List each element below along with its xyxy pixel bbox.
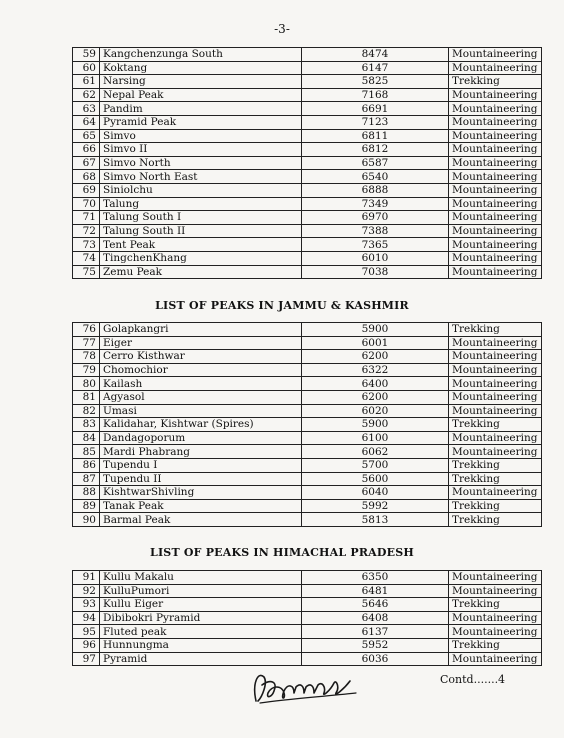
table-row [73, 598, 542, 612]
peak-height: 5646 [302, 598, 449, 612]
activity-type: Mountaineering [449, 88, 542, 102]
row-number: 79 [73, 363, 100, 377]
peak-name: Narsing [100, 75, 302, 89]
peak-height: 6587 [302, 156, 449, 170]
peak-height: 6036 [302, 652, 449, 666]
row-number: 93 [73, 598, 100, 612]
table-row [73, 431, 542, 445]
table-row [73, 183, 542, 197]
peak-name: Pyramid [100, 652, 302, 666]
row-number: 85 [73, 445, 100, 459]
peak-height: 5825 [302, 75, 449, 89]
activity-type: Mountaineering [449, 350, 542, 364]
peak-height: 6888 [302, 183, 449, 197]
table-row [73, 48, 542, 62]
table-body [73, 571, 542, 666]
section-heading-jammu-kashmir: LIST OF PEAKS IN JAMMU & KASHMIR [155, 299, 409, 312]
activity-type: Trekking [449, 472, 542, 486]
table-row [73, 170, 542, 184]
peak-name: Tupendu I [100, 458, 302, 472]
peak-name: Simvo North East [100, 170, 302, 184]
activity-type: Mountaineering [449, 336, 542, 350]
row-number: 75 [73, 265, 100, 279]
peak-height: 6691 [302, 102, 449, 116]
activity-type: Trekking [449, 638, 542, 652]
peak-name: Tupendu II [100, 472, 302, 486]
peak-name: Kailash [100, 377, 302, 391]
activity-type: Mountaineering [449, 251, 542, 265]
peak-height: 6812 [302, 143, 449, 157]
peak-name: Koktang [100, 61, 302, 75]
peak-height: 6040 [302, 486, 449, 500]
row-number: 80 [73, 377, 100, 391]
row-number: 66 [73, 143, 100, 157]
row-number: 71 [73, 211, 100, 225]
row-number: 74 [73, 251, 100, 265]
table-body [73, 48, 542, 279]
activity-type: Trekking [449, 458, 542, 472]
peak-height: 5900 [302, 418, 449, 432]
row-number: 82 [73, 404, 100, 418]
peak-name: Barmal Peak [100, 513, 302, 527]
activity-type: Mountaineering [449, 129, 542, 143]
peak-name: Fluted peak [100, 625, 302, 639]
row-number: 65 [73, 129, 100, 143]
activity-type: Trekking [449, 75, 542, 89]
peak-name: Umasi [100, 404, 302, 418]
activity-type: Mountaineering [449, 115, 542, 129]
peak-name: KishtwarShivling [100, 486, 302, 500]
table-body [73, 323, 542, 527]
table-row [73, 115, 542, 129]
table-row [73, 265, 542, 279]
peak-height: 8474 [302, 48, 449, 62]
signature-image [248, 663, 368, 708]
row-number: 84 [73, 431, 100, 445]
row-number: 94 [73, 611, 100, 625]
row-number: 91 [73, 571, 100, 585]
continued-note: Contd.......4 [440, 673, 506, 686]
activity-type: Trekking [449, 323, 542, 337]
activity-type: Mountaineering [449, 197, 542, 211]
peak-name: Nepal Peak [100, 88, 302, 102]
peak-height: 6010 [302, 251, 449, 265]
row-number: 60 [73, 61, 100, 75]
peak-height: 7388 [302, 224, 449, 238]
table-row [73, 88, 542, 102]
table-row [73, 129, 542, 143]
peak-name: TingchenKhang [100, 251, 302, 265]
activity-type: Mountaineering [449, 486, 542, 500]
peaks-table-jammu-kashmir [72, 322, 542, 527]
table-row [73, 102, 542, 116]
peak-height: 5700 [302, 458, 449, 472]
row-number: 90 [73, 513, 100, 527]
row-number: 97 [73, 652, 100, 666]
peak-height: 6970 [302, 211, 449, 225]
peak-height: 5952 [302, 638, 449, 652]
activity-type: Mountaineering [449, 611, 542, 625]
table-row [73, 238, 542, 252]
peak-name: Agyasol [100, 390, 302, 404]
activity-type: Mountaineering [449, 431, 542, 445]
peak-height: 7365 [302, 238, 449, 252]
row-number: 70 [73, 197, 100, 211]
row-number: 76 [73, 323, 100, 337]
table-row [73, 377, 542, 391]
row-number: 83 [73, 418, 100, 432]
row-number: 64 [73, 115, 100, 129]
activity-type: Mountaineering [449, 652, 542, 666]
row-number: 81 [73, 390, 100, 404]
table-row [73, 445, 542, 459]
peak-name: Simvo II [100, 143, 302, 157]
row-number: 69 [73, 183, 100, 197]
activity-type: Trekking [449, 598, 542, 612]
table-row [73, 156, 542, 170]
table-row [73, 75, 542, 89]
peak-height: 7038 [302, 265, 449, 279]
activity-type: Mountaineering [449, 377, 542, 391]
row-number: 89 [73, 499, 100, 513]
table-row [73, 611, 542, 625]
peak-height: 5992 [302, 499, 449, 513]
peak-height: 6062 [302, 445, 449, 459]
peak-height: 6100 [302, 431, 449, 445]
activity-type: Mountaineering [449, 625, 542, 639]
section-heading-himachal-pradesh: LIST OF PEAKS IN HIMACHAL PRADESH [150, 546, 414, 559]
peak-name: Kullu Makalu [100, 571, 302, 585]
peak-name: Cerro Kisthwar [100, 350, 302, 364]
peak-height: 6137 [302, 625, 449, 639]
peak-height: 7123 [302, 115, 449, 129]
peak-name: Kangchenzunga South [100, 48, 302, 62]
peak-height: 5600 [302, 472, 449, 486]
peak-height: 5813 [302, 513, 449, 527]
activity-type: Mountaineering [449, 61, 542, 75]
row-number: 61 [73, 75, 100, 89]
activity-type: Mountaineering [449, 170, 542, 184]
table-row [73, 404, 542, 418]
peak-name: Tent Peak [100, 238, 302, 252]
peak-height: 6400 [302, 377, 449, 391]
peak-name: Hunnungma [100, 638, 302, 652]
peak-height: 6811 [302, 129, 449, 143]
table-row [73, 390, 542, 404]
peaks-table-sikkim [72, 47, 542, 279]
peak-name: Golapkangri [100, 323, 302, 337]
table-row [73, 486, 542, 500]
peak-name: Talung [100, 197, 302, 211]
row-number: 88 [73, 486, 100, 500]
row-number: 72 [73, 224, 100, 238]
row-number: 59 [73, 48, 100, 62]
activity-type: Mountaineering [449, 183, 542, 197]
peak-height: 7349 [302, 197, 449, 211]
activity-type: Mountaineering [449, 445, 542, 459]
peak-height: 5900 [302, 323, 449, 337]
peak-height: 6540 [302, 170, 449, 184]
peak-height: 6350 [302, 571, 449, 585]
table-row [73, 350, 542, 364]
peak-name: Mardi Phabrang [100, 445, 302, 459]
activity-type: Mountaineering [449, 48, 542, 62]
peak-name: Chomochior [100, 363, 302, 377]
row-number: 62 [73, 88, 100, 102]
row-number: 95 [73, 625, 100, 639]
activity-type: Mountaineering [449, 102, 542, 116]
row-number: 67 [73, 156, 100, 170]
table-row [73, 638, 542, 652]
table-row [73, 224, 542, 238]
peak-name: Dandagoporum [100, 431, 302, 445]
table-row [73, 513, 542, 527]
peak-height: 6200 [302, 390, 449, 404]
row-number: 68 [73, 170, 100, 184]
table-row [73, 363, 542, 377]
peak-height: 6200 [302, 350, 449, 364]
peak-name: Pyramid Peak [100, 115, 302, 129]
activity-type: Trekking [449, 418, 542, 432]
peak-name: KulluPumori [100, 584, 302, 598]
peak-name: Talung South II [100, 224, 302, 238]
table-row [73, 625, 542, 639]
row-number: 63 [73, 102, 100, 116]
table-row [73, 336, 542, 350]
peak-height: 6001 [302, 336, 449, 350]
peak-height: 6322 [302, 363, 449, 377]
table-row [73, 211, 542, 225]
activity-type: Trekking [449, 513, 542, 527]
peaks-table-himachal-pradesh [72, 570, 542, 666]
table-row [73, 571, 542, 585]
activity-type: Mountaineering [449, 143, 542, 157]
activity-type: Mountaineering [449, 211, 542, 225]
peak-name: Pandim [100, 102, 302, 116]
peak-name: Talung South I [100, 211, 302, 225]
row-number: 73 [73, 238, 100, 252]
activity-type: Mountaineering [449, 224, 542, 238]
table-row [73, 61, 542, 75]
peak-name: Zemu Peak [100, 265, 302, 279]
peak-name: Simvo [100, 129, 302, 143]
row-number: 77 [73, 336, 100, 350]
table-row [73, 458, 542, 472]
peak-name: Tanak Peak [100, 499, 302, 513]
table-row [73, 418, 542, 432]
peak-name: Kullu Eiger [100, 598, 302, 612]
table-row [73, 584, 542, 598]
activity-type: Mountaineering [449, 404, 542, 418]
activity-type: Mountaineering [449, 363, 542, 377]
activity-type: Mountaineering [449, 390, 542, 404]
activity-type: Mountaineering [449, 265, 542, 279]
activity-type: Mountaineering [449, 571, 542, 585]
peak-height: 6481 [302, 584, 449, 598]
row-number: 78 [73, 350, 100, 364]
peak-height: 7168 [302, 88, 449, 102]
row-number: 96 [73, 638, 100, 652]
activity-type: Mountaineering [449, 238, 542, 252]
table-row [73, 472, 542, 486]
table-row [73, 197, 542, 211]
page-number: -3- [274, 22, 290, 36]
peak-name: Kalidahar, Kishtwar (Spires) [100, 418, 302, 432]
activity-type: Trekking [449, 499, 542, 513]
table-row [73, 499, 542, 513]
row-number: 87 [73, 472, 100, 486]
peak-height: 6020 [302, 404, 449, 418]
peak-height: 6147 [302, 61, 449, 75]
peak-name: Dibibokri Pyramid [100, 611, 302, 625]
table-row [73, 323, 542, 337]
peak-name: Siniolchu [100, 183, 302, 197]
table-row [73, 251, 542, 265]
peak-name: Eiger [100, 336, 302, 350]
activity-type: Mountaineering [449, 584, 542, 598]
peak-height: 6408 [302, 611, 449, 625]
row-number: 86 [73, 458, 100, 472]
activity-type: Mountaineering [449, 156, 542, 170]
peak-name: Simvo North [100, 156, 302, 170]
table-row [73, 143, 542, 157]
row-number: 92 [73, 584, 100, 598]
